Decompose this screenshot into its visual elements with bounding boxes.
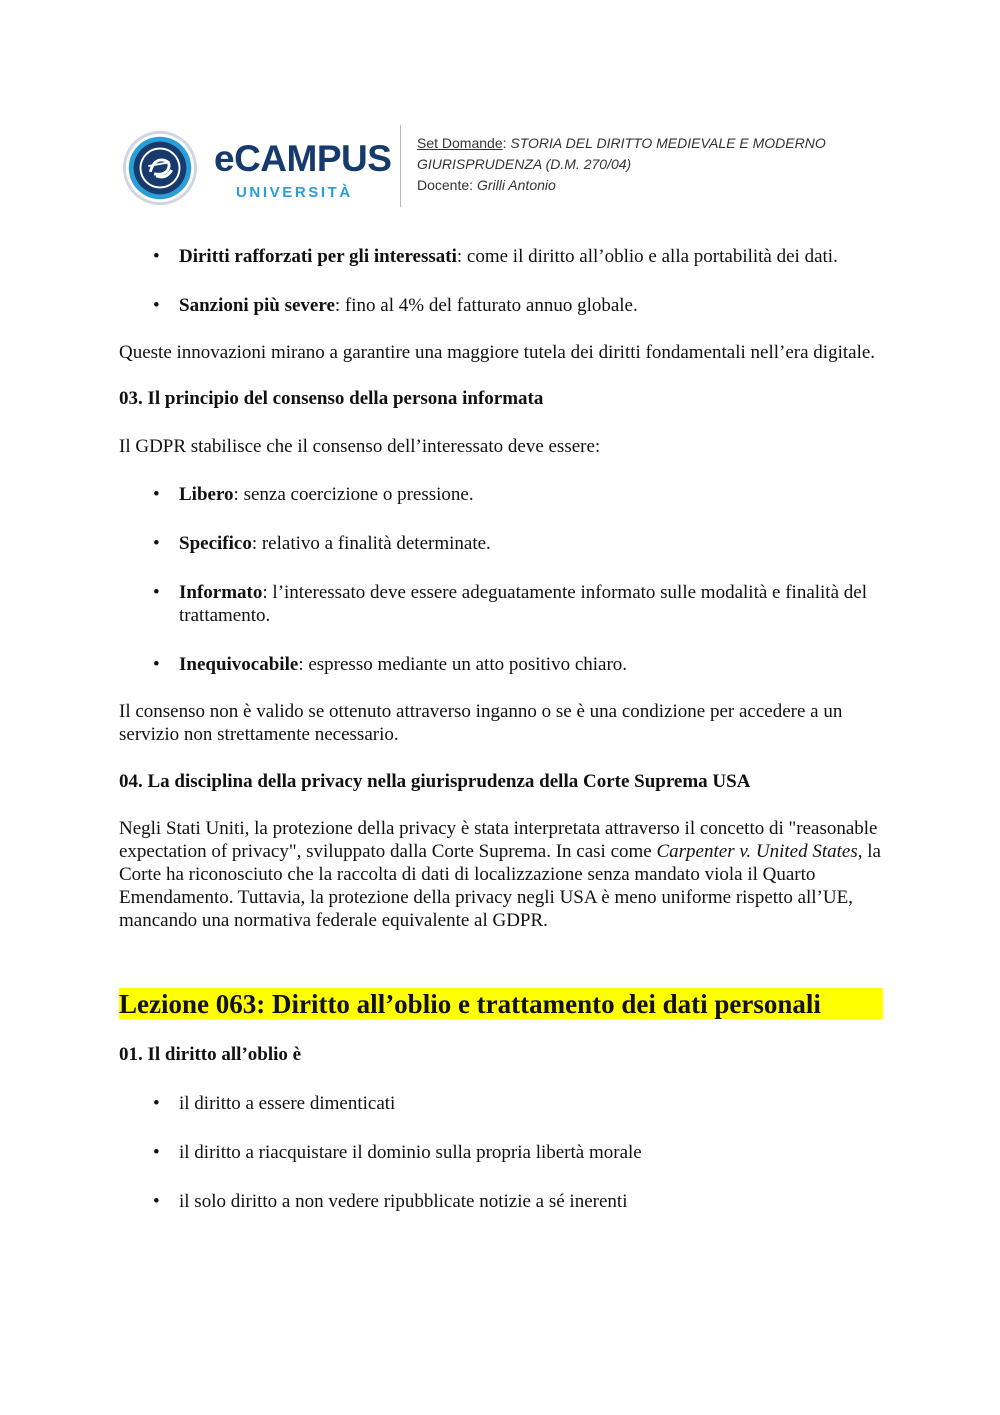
logo-main-text: eCAMPUS — [214, 138, 392, 179]
paragraph: Il GDPR stabilisce che il consenso dell’interessato deve essere: — [119, 436, 601, 457]
page-header — [121, 125, 881, 210]
list-item: • il solo diritto a non vedere ripubblicate notizie a sé inerenti — [153, 1191, 628, 1212]
docente-value: Grilli Antonio — [476, 177, 556, 193]
list-item: • il diritto a riacquistare il dominio sulla propria libertà morale — [153, 1142, 642, 1163]
set-value-line2: GIURISPRUDENZA (D.M. 270/04) — [417, 156, 632, 172]
list-item: • Diritti rafforzati per gli interessati: come il diritto all’oblio e alla portabilità dei dati. — [153, 246, 838, 267]
list-item: • Sanzioni più severe: fino al 4% del fatturato annuo globale. — [153, 295, 638, 316]
bullet-list-prev — [119, 245, 883, 317]
list-item: • Libero: senza coercizione o pressione. — [153, 484, 474, 505]
docente-line: Docente: Grilli Antonio — [417, 177, 556, 193]
docente-label: Docente — [417, 177, 470, 193]
paragraph: Il consenso non è valido se ottenuto attraverso inganno o se è una condizione per accedere a un servizio non strettamente necessario. — [119, 701, 843, 745]
paragraph: Queste innovazioni mirano a garantire una maggiore tutela dei diritti fondamentali nell’era digitale. — [119, 342, 876, 363]
question-heading-03: 03. Il principio del consenso della persona informata — [119, 388, 544, 409]
list-item: • Informato: l’interessato deve essere adeguatamente informato sulle modalità e finalità del trattamento. — [153, 582, 867, 626]
paragraph: Negli Stati Uniti, la protezione della privacy è stata interpretata attraverso il concetto di "reasonable expectation of privacy", sviluppato dalla Corte Suprema. In casi come Carpenter v. United States, la Corte ha riconosciuto che la raccolta di dati di localizzazione senza mandato viola il Quarto Emendamento. Tuttavia, la protezione della privacy negli USA è meno uniforme rispetto all’UE, mancando una normativa federale equivalente al GDPR. — [119, 818, 881, 931]
list-item: • Inequivocabile: espresso mediante un atto positivo chiaro. — [153, 654, 628, 675]
question-heading-04: 04. La disciplina della privacy nella giurisprudenza della Corte Suprema USA — [119, 771, 751, 792]
ecampus-logo — [214, 137, 392, 207]
list-item: • il diritto a essere dimenticati — [153, 1093, 396, 1114]
case-name: Carpenter v. United States — [656, 841, 858, 862]
ecampus-emblem-icon — [121, 129, 199, 207]
logo-sub-text: UNIVERSITÀ — [236, 184, 353, 201]
bullet-list-consent — [119, 483, 883, 676]
set-line: Set Domande: STORIA DEL DIRITTO MEDIEVALE E MODERNO — [417, 135, 826, 151]
set-value: STORIA DEL DIRITTO MEDIEVALE E MODERNO — [510, 135, 826, 151]
answer-options — [119, 1092, 883, 1213]
lesson-title: Lezione 063: Diritto all’oblio e trattamento dei dati personali — [119, 988, 883, 1019]
list-item: • Specifico: relativo a finalità determinate. — [153, 533, 491, 554]
header-info — [417, 133, 826, 196]
document-body — [119, 245, 883, 1213]
header-divider — [400, 125, 401, 207]
question-heading-01: 01. Il diritto all’oblio è — [119, 1044, 302, 1065]
set-label: Set Domande — [417, 135, 503, 151]
